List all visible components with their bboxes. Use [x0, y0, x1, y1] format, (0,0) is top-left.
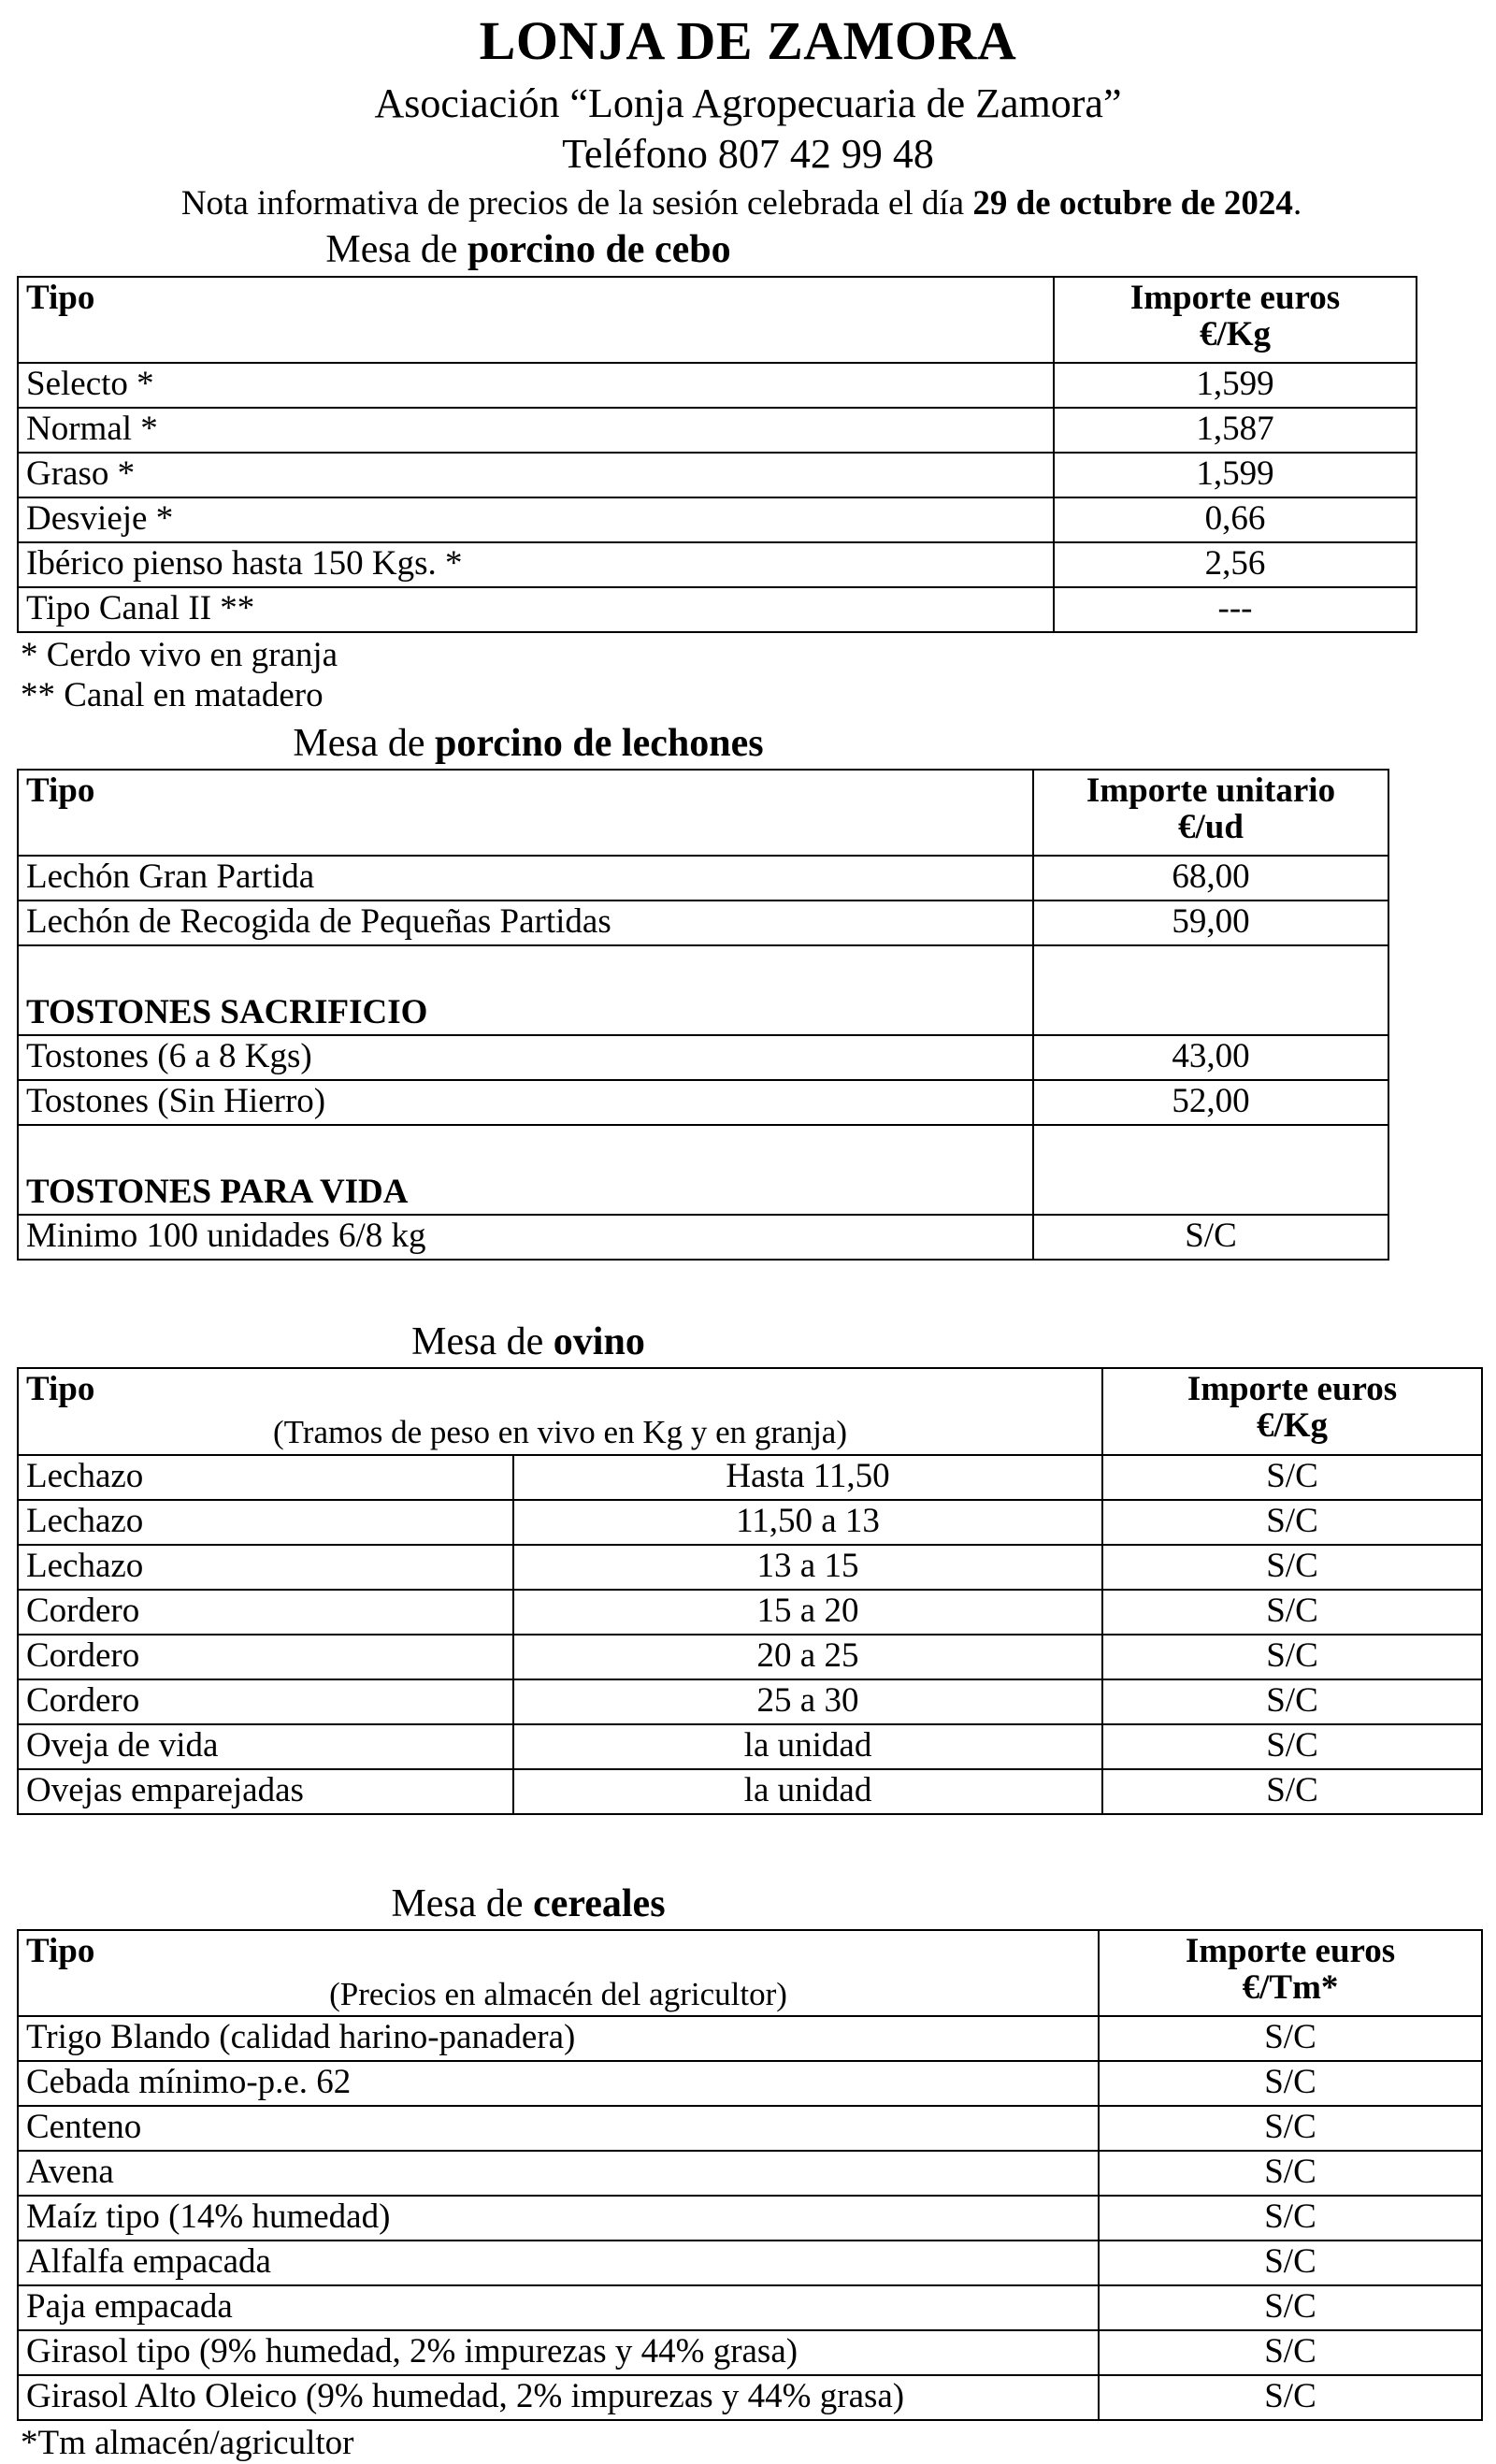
- column-header-importe-line2: €/ud: [1178, 808, 1244, 847]
- table-row: [18, 1500, 1482, 1545]
- cell-value: S/C: [1099, 2061, 1482, 2106]
- section-heading-lechones: [0, 722, 1496, 765]
- cell-type: Normal *: [18, 408, 1054, 453]
- price-bulletin-page: [0, 10, 1496, 2463]
- cell-value: 2,56: [1054, 542, 1417, 587]
- cell-range: 20 a 25: [513, 1635, 1102, 1679]
- table-row: [18, 2151, 1482, 2196]
- table-row: [18, 2285, 1482, 2330]
- section-heading-lechones-strong: porcino de lechones: [435, 721, 764, 765]
- cell-range: 11,50 a 13: [513, 1500, 1102, 1545]
- table-row: [18, 1455, 1482, 1500]
- cell-value: [1033, 1125, 1388, 1215]
- section-heading-cereales-prefix: Mesa de: [391, 1881, 534, 1925]
- column-header-tipo: Tipo: [18, 277, 1054, 363]
- cell-value: S/C: [1102, 1455, 1482, 1500]
- cell-value: S/C: [1102, 1500, 1482, 1545]
- group-label: TOSTONES SACRIFICIO: [18, 945, 1033, 1035]
- cell-value: S/C: [1099, 2330, 1482, 2375]
- cell-value: 59,00: [1033, 901, 1388, 945]
- cell-value: S/C: [1099, 2106, 1482, 2151]
- column-header-tipo-group: [18, 1930, 1099, 2016]
- cell-range: 15 a 20: [513, 1590, 1102, 1635]
- cell-value: S/C: [1102, 1679, 1482, 1724]
- table-row: [18, 2375, 1482, 2420]
- column-header-importe-line1: Importe unitario: [1086, 771, 1336, 811]
- column-header-importe-line2: €/Tm*: [1242, 1967, 1339, 2007]
- section-heading-ovino: [0, 1320, 1496, 1363]
- table-row: [18, 1590, 1482, 1635]
- table-porcino-cebo: [17, 276, 1417, 633]
- table-cereales: [17, 1929, 1483, 2421]
- document-masthead: [0, 10, 1496, 223]
- association-name: Asociación “Lonja Agropecuaria de Zamora”: [374, 79, 1122, 126]
- cell-type: Cordero: [18, 1679, 513, 1724]
- cell-range: 25 a 30: [513, 1679, 1102, 1724]
- section-heading-cebo: [0, 228, 1496, 271]
- section-heading-cereales: [0, 1882, 1496, 1925]
- cell-value: 1,599: [1054, 453, 1417, 497]
- footnote-item: ** Canal en matadero: [21, 676, 324, 715]
- cell-range: 13 a 15: [513, 1545, 1102, 1590]
- cell-value: S/C: [1099, 2241, 1482, 2285]
- session-date: 29 de octubre de 2024: [972, 183, 1293, 223]
- section-heading-ovino-strong: ovino: [553, 1320, 645, 1364]
- table-row: [18, 363, 1417, 408]
- table-row: [18, 2106, 1482, 2151]
- footnote-item: *Tm almacén/agricultor: [21, 2424, 354, 2463]
- table-row: [18, 587, 1417, 632]
- cell-type: Avena: [18, 2151, 1099, 2196]
- cell-type: Graso *: [18, 453, 1054, 497]
- session-note: [0, 185, 1496, 223]
- column-header-tipo: Tipo: [26, 1370, 95, 1409]
- cell-type: Maíz tipo (14% humedad): [18, 2196, 1099, 2241]
- column-header-importe-line2: €/Kg: [1256, 1406, 1329, 1446]
- spacer: [0, 1815, 1496, 1877]
- table-header-row: [18, 1930, 1482, 2016]
- column-header-importe-line2: €/Kg: [1199, 314, 1272, 353]
- cell-type: Cebada mínimo-p.e. 62: [18, 2061, 1099, 2106]
- table-group-row: [18, 945, 1388, 1035]
- cell-value: S/C: [1102, 1545, 1482, 1590]
- cell-type: Tipo Canal II **: [18, 587, 1054, 632]
- table-row: [18, 408, 1417, 453]
- session-note-prefix: Nota informativa de precios de la sesión celebrada el día: [180, 183, 973, 223]
- section-heading-cebo-strong: porcino de cebo: [468, 228, 731, 272]
- cell-value: S/C: [1099, 2285, 1482, 2330]
- table-row: [18, 453, 1417, 497]
- cell-type: Ibérico pienso hasta 150 Kgs. *: [18, 542, 1054, 587]
- table-row: [18, 2196, 1482, 2241]
- cell-type: Cordero: [18, 1635, 513, 1679]
- column-header-importe: [1033, 770, 1388, 856]
- cell-type: Trigo Blando (calidad harino-panadera): [18, 2016, 1099, 2061]
- cell-value: [1033, 945, 1388, 1035]
- cell-range: la unidad: [513, 1769, 1102, 1814]
- section-heading-lechones-prefix: Mesa de: [293, 721, 436, 765]
- cell-value: 52,00: [1033, 1080, 1388, 1125]
- column-header-subnote: (Tramos de peso en vivo en Kg y en granja): [273, 1414, 847, 1451]
- table-row: [18, 2061, 1482, 2106]
- cell-type: Minimo 100 unidades 6/8 kg: [18, 1215, 1033, 1260]
- cell-type: Selecto *: [18, 363, 1054, 408]
- cell-type: Centeno: [18, 2106, 1099, 2151]
- cell-range: la unidad: [513, 1724, 1102, 1769]
- column-header-importe: [1054, 277, 1417, 363]
- cell-value: S/C: [1099, 2016, 1482, 2061]
- cell-type: Cordero: [18, 1590, 513, 1635]
- table-row: [18, 1035, 1388, 1080]
- footnotes-cebo: [21, 635, 1496, 716]
- cell-type: Desvieje *: [18, 497, 1054, 542]
- table-row: [18, 1080, 1388, 1125]
- column-header-importe-line1: Importe euros: [1185, 1931, 1396, 1970]
- column-header-importe: [1099, 1930, 1482, 2016]
- cell-value: S/C: [1033, 1215, 1388, 1260]
- cell-type: Girasol Alto Oleico (9% humedad, 2% impurezas y 44% grasa): [18, 2375, 1099, 2420]
- table-row: [18, 1215, 1388, 1260]
- cell-value: S/C: [1099, 2375, 1482, 2420]
- column-header-importe-line1: Importe euros: [1187, 1370, 1398, 1409]
- column-header-tipo: Tipo: [26, 1931, 95, 1970]
- group-label: TOSTONES PARA VIDA: [18, 1125, 1033, 1215]
- cell-value: S/C: [1102, 1635, 1482, 1679]
- table-row: [18, 1545, 1482, 1590]
- table-ovino: [17, 1367, 1483, 1814]
- table-header-row: [18, 1368, 1482, 1454]
- table-row: [18, 2241, 1482, 2285]
- cell-type: Tostones (Sin Hierro): [18, 1080, 1033, 1125]
- cell-range: Hasta 11,50: [513, 1455, 1102, 1500]
- cell-type: Oveja de vida: [18, 1724, 513, 1769]
- table-row: [18, 1724, 1482, 1769]
- table-group-row: [18, 1125, 1388, 1215]
- column-header-tipo-group: [18, 1368, 1102, 1454]
- table-row: [18, 1635, 1482, 1679]
- cell-value: 43,00: [1033, 1035, 1388, 1080]
- cell-type: Lechazo: [18, 1500, 513, 1545]
- section-heading-cebo-prefix: Mesa de: [325, 228, 468, 272]
- cell-value: 1,587: [1054, 408, 1417, 453]
- footnotes-cereales: [21, 2423, 1496, 2464]
- cell-type: Paja empacada: [18, 2285, 1099, 2330]
- section-heading-cereales-strong: cereales: [533, 1881, 666, 1925]
- table-row: [18, 856, 1388, 901]
- spacer: [0, 1261, 1496, 1315]
- column-header-importe-line1: Importe euros: [1129, 278, 1341, 317]
- section-heading-ovino-prefix: Mesa de: [411, 1320, 554, 1364]
- footnote-item: * Cerdo vivo en granja: [21, 635, 338, 674]
- table-row: [18, 497, 1417, 542]
- phone-number: Teléfono 807 42 99 48: [562, 131, 934, 178]
- cell-value: 1,599: [1054, 363, 1417, 408]
- table-row: [18, 1769, 1482, 1814]
- table-row: [18, 901, 1388, 945]
- cell-value: S/C: [1102, 1769, 1482, 1814]
- table-row: [18, 2330, 1482, 2375]
- cell-value: S/C: [1099, 2151, 1482, 2196]
- cell-value: 68,00: [1033, 856, 1388, 901]
- cell-value: S/C: [1099, 2196, 1482, 2241]
- table-header-row: [18, 770, 1388, 856]
- cell-type: Lechón Gran Partida: [18, 856, 1033, 901]
- session-note-suffix: .: [1292, 183, 1302, 223]
- table-header-row: [18, 277, 1417, 363]
- cell-type: Lechazo: [18, 1545, 513, 1590]
- column-header-subnote: (Precios en almacén del agricultor): [329, 1975, 787, 2012]
- cell-type: Lechón de Recogida de Pequeñas Partidas: [18, 901, 1033, 945]
- column-header-importe: [1102, 1368, 1482, 1454]
- table-row: [18, 542, 1417, 587]
- cell-value: 0,66: [1054, 497, 1417, 542]
- cell-value: S/C: [1102, 1724, 1482, 1769]
- cell-value: S/C: [1102, 1590, 1482, 1635]
- cell-type: Alfalfa empacada: [18, 2241, 1099, 2285]
- cell-type: Girasol tipo (9% humedad, 2% impurezas y 44% grasa): [18, 2330, 1099, 2375]
- table-porcino-lechones: [17, 769, 1389, 1261]
- cell-type: Ovejas emparejadas: [18, 1769, 513, 1814]
- cell-type: Tostones (6 a 8 Kgs): [18, 1035, 1033, 1080]
- page-title: LONJA DE ZAMORA: [479, 10, 1017, 71]
- column-header-tipo: Tipo: [18, 770, 1033, 856]
- cell-value: ---: [1054, 587, 1417, 632]
- table-row: [18, 1679, 1482, 1724]
- table-row: [18, 2016, 1482, 2061]
- cell-type: Lechazo: [18, 1455, 513, 1500]
